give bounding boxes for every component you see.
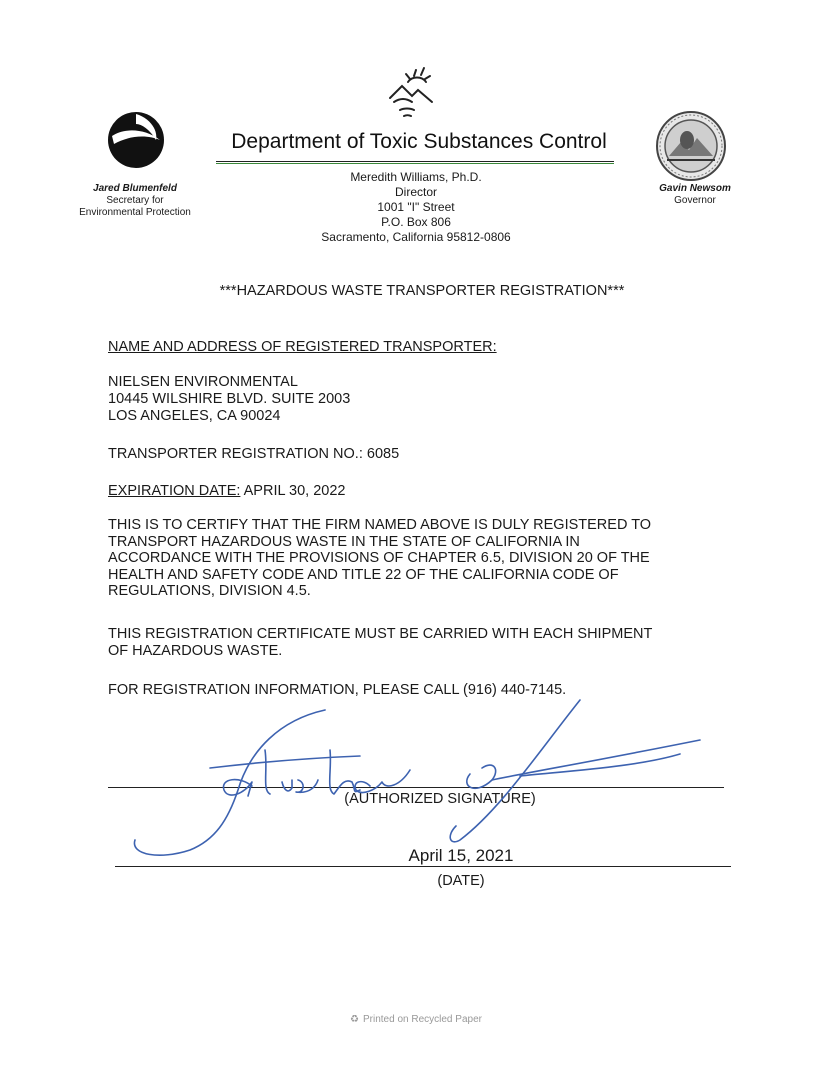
department-title: Department of Toxic Substances Control	[231, 130, 607, 153]
footer	[0, 1014, 832, 1025]
transporter-city: LOS ANGELES, CA 90024	[108, 408, 281, 424]
carry-requirement-paragraph	[108, 626, 728, 659]
date-caption: (DATE)	[437, 873, 485, 889]
certification-paragraph	[108, 517, 728, 600]
carry-line: OF HAZARDOUS WASTE.	[108, 642, 283, 659]
transporter-section-label: NAME AND ADDRESS OF REGISTERED TRANSPORTER:	[108, 339, 497, 355]
governor-block	[640, 183, 750, 207]
date-line	[115, 866, 731, 867]
registration-number-line	[108, 446, 399, 463]
certification-line: REGULATIONS, DIVISION 4.5.	[108, 583, 311, 599]
director-po-box: P.O. Box 806	[381, 215, 451, 229]
dtsc-logo	[378, 62, 442, 128]
director-title: Director	[394, 185, 437, 199]
director-block	[0, 170, 832, 245]
transporter-name: NIELSEN ENVIRONMENTAL	[108, 374, 298, 390]
expiration-line	[108, 483, 345, 500]
expiration-label: EXPIRATION DATE:	[108, 483, 241, 499]
secretary-title-line2: Environmental Protection	[79, 207, 191, 218]
director-city: Sacramento, California 95812-0806	[321, 230, 511, 244]
director-name: Meredith Williams, Ph.D.	[350, 170, 482, 184]
transporter-street: 10445 WILSHIRE BLVD. SUITE 2003	[108, 391, 351, 407]
secretary-title-line1: Secretary for	[106, 195, 164, 206]
certification-line: TRANSPORT HAZARDOUS WASTE IN THE STATE OF CALIFORNIA IN	[108, 533, 580, 550]
header-divider-accent	[216, 163, 614, 164]
registration-label: TRANSPORTER REGISTRATION NO.:	[108, 446, 363, 462]
carry-line: THIS REGISTRATION CERTIFICATE MUST BE CARRIED WITH EACH SHIPMENT	[108, 626, 653, 642]
governor-title: Governor	[674, 195, 716, 206]
signature-date: April 15, 2021	[408, 846, 514, 865]
signature-caption: (AUTHORIZED SIGNATURE)	[344, 791, 536, 807]
header-divider	[216, 161, 614, 162]
certification-line: ACCORDANCE WITH THE PROVISIONS OF CHAPTER 6.5, DIVISION 20 OF THE	[108, 550, 650, 566]
certification-line: THIS IS TO CERTIFY THAT THE FIRM NAMED ABOVE IS DULY REGISTERED TO	[108, 517, 652, 533]
director-street: 1001 "I" Street	[377, 200, 455, 214]
registration-info-line: FOR REGISTRATION INFORMATION, PLEASE CALL (916) 440-7145.	[108, 682, 567, 698]
recycle-icon: ♻	[350, 1014, 359, 1025]
certification-line: HEALTH AND SAFETY CODE AND TITLE 22 OF THE CALIFORNIA CODE OF	[108, 566, 619, 583]
document-heading: ***HAZARDOUS WASTE TRANSPORTER REGISTRATION***	[219, 283, 625, 299]
registration-value: 6085	[366, 446, 400, 462]
governor-name: Gavin Newsom	[659, 183, 731, 194]
expiration-value: APRIL 30, 2022	[243, 483, 346, 499]
handwritten-signature	[120, 690, 720, 870]
footer-text: Printed on Recycled Paper	[363, 1014, 482, 1025]
secretary-name: Jared Blumenfeld	[93, 183, 177, 194]
